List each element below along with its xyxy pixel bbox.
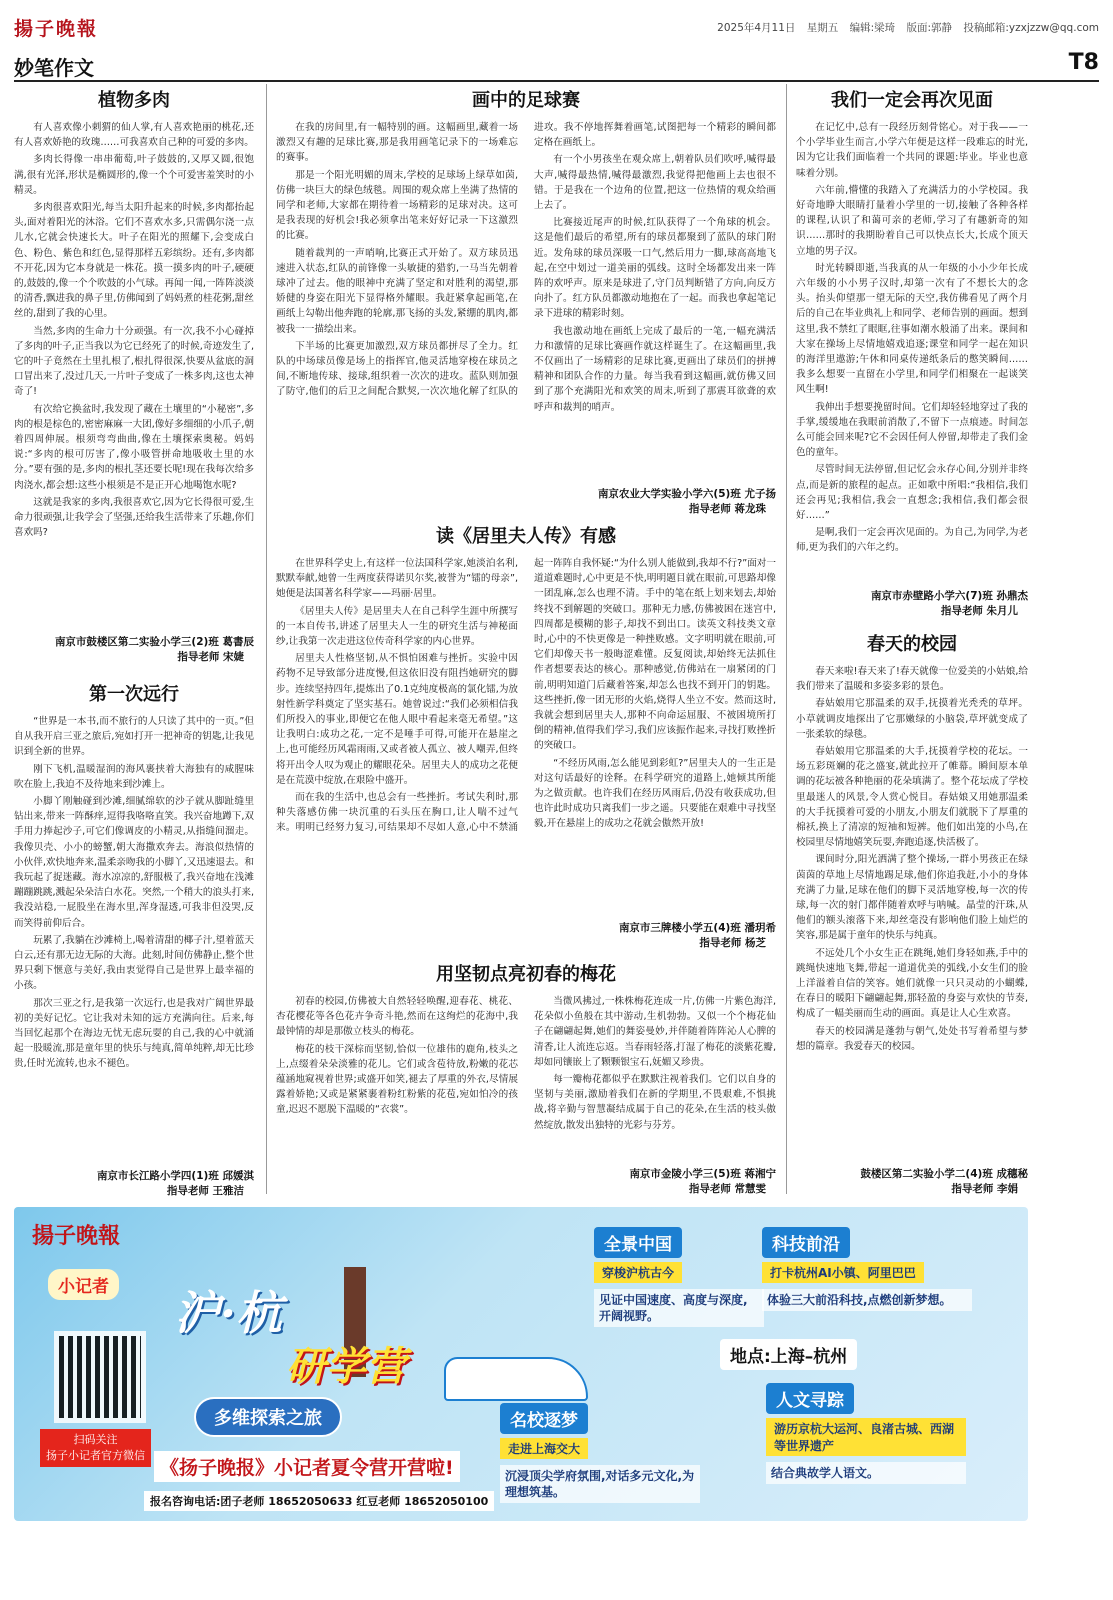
feature-sub: 穿梭沪杭古今: [594, 1262, 682, 1283]
paragraph: 小脚丫刚触碰到沙滩,细腻绵软的沙子就从脚趾缝里钻出来,带来一阵酥痒,逗得我咯咯直笑。我兴奋地蹲下,双手用力捧起沙子,可它们像调皮的小精灵,从指缝间溜走。我像贝壳、小小的螃蟹,朝大海撒欢奔去。海浪似热情的小伙伴,欢快地奔来,温柔亲吻我的小脚丫,又迅速退去。和我玩起了捉迷藏。海水凉凉的,舒服极了,我兴奋地在浅滩蹦蹦跳跳,溅起朵朵洁白水花。突然,一个稍大的浪头打来,我没站稳,一屁股坐在海水里,浑身湿透,可我非但没哭,反而笑得前仰后合。: [14, 796, 254, 929]
page-number: T8: [1068, 50, 1099, 75]
scan-caption: 扫码关注 扬子小记者官方微信: [40, 1429, 151, 1467]
ad-title: 沪·杭: [174, 1286, 283, 1340]
paragraph: 我也激动地在画纸上完成了最后的一笔,一幅充满活力和激情的足球比赛画作就这样诞生了。在这幅画里,我不仅画出了一场精彩的足球比赛,更画出了球员们的拼搏精神和团队合作的力量。每当我看到这幅画,就仿佛又回到了那个充满阳光和欢笑的周末,听到了那震耳欲聋的欢呼声和裁判的哨声。: [534, 325, 776, 413]
paragraph: “世界是一本书,而不旅行的人只读了其中的一页。”但自从我开启三亚之旅后,宛如打开一把神奇的钥匙,让我见识到全新的世界。: [14, 716, 254, 758]
qr-code-icon[interactable]: [54, 1331, 146, 1423]
article-curie: [276, 520, 776, 954]
paragraph: 居里夫人性格坚韧,从不惧怕困难与挫折。实验中因药物不足导致部分进度慢,但这依旧没有阻挡她研究的脚步。连续坚持四年,提炼出了0.1克纯度极高的氯化镭,为放射性新学科奠定了坚实基石。她曾说过:“我们必须相信我们所投入的事业,即便它在他人眼中看起来毫无希望。”这让我明白:成功之花,一定不是唾手可得,可能开在悬崖之上,也可能经历风霜雨雨,又或者被人孤立、被人嘲弄,但终将开出令人叹为观止的耀眼花朵。居里夫人的成功之花便是在荒漠中绽放,在艰险中盛开。: [276, 653, 519, 786]
paragraph: 下半场的比赛更加激烈,双方球员都拼尽了全力。红队的中场球员像是场上的指挥官,他灵活地穿梭在球员之间,不断地传球、接球,组织着一次次的进攻。蓝队则加强了防守,他们的后卫之间配合默契,一次次地化解了红队的进攻。我不停地挥舞着画笔,试图把每一个精彩的瞬间都定格在画纸上。: [276, 122, 776, 398]
editor: 编辑:梁琦: [849, 22, 896, 34]
article-succulent-byline: [14, 630, 254, 664]
paragraph: 时光转瞬即逝,当我真的从一年级的小小少年长成六年级的小小男子汉时,却第一次有了不想长大的念头。抬头仰望那一望无际的天空,我仿佛看见了两个月后的自己在毕业典礼上和同学、老师告别的画面。想到这里,我不禁红了眼眶,往事如潮水般涌了出来。课间和大家在操场上尽情地嬉戏追逐;课堂和同学一起在知识的海洋里遨游;午休和同桌传递纸条后的憋笑瞬间……我多么想要一直留在小学里,和同学们相聚在一起谈笑风生啊!: [796, 262, 1028, 396]
column-divider: [786, 84, 787, 1194]
paragraph: 是啊,我们一定会再次见面的。为自己,为同学,为老师,更为我们的六年之约。: [796, 527, 1028, 554]
school-byline: 南京市鼓楼区第二实验小学三(2)班 葛書辰: [54, 636, 254, 648]
feature-culture: [766, 1383, 966, 1484]
ad-title-camp: 研学营: [286, 1343, 406, 1390]
school-byline: 南京市金陵小学三(5)班 蒋湘宁: [629, 1168, 776, 1180]
article-body: [276, 120, 776, 492]
article-plum-byline: [530, 1162, 776, 1198]
teacher-byline: 指导老师 李娟: [951, 1183, 1018, 1195]
paragraph: 而在我的生活中,也总会有一些挫折。考试失利时,那种失落感仿佛一块沉重的石头压在胸口,让人喘不过气来。明明已经努力复习,可结果却不尽如人意,心中不禁涌起一阵阵自我怀疑:“为什么别人能做到,我却不行?”面对一道道难题时,心中更是不快,明明题目就在眼前,可思路却像一团乱麻,怎么也理不清。手中的笔在纸上划来划去,却始终找不到解题的突破口。那种无力感,仿佛被困在迷宫中,四周都是模糊的影子,却找不到出口。读英文科技类文章时,心中的不快更像是一种挫败感。文字明明就在眼前,可它们却像天书一般晦涩难懂。反复阅读,却始终无法抓住作者想要表达的核心。那种感觉,仿佛站在一扇紧闭的门前,明明知道门后藏着答案,却怎么也找不到开门的钥匙。这些挫折,像一团无形的火焰,烧得人坐立不安。然而这时,我就会想到居里夫人,那种不向命运屈服、不被困境所打倒的精神,值得我们学习,我们应该振作起来,寻找打败挫折的突破口。: [276, 558, 776, 834]
school-byline: 南京市赤壁路小学六(7)班 孙鼎杰: [870, 590, 1028, 602]
teacher-byline: 指导老师 王雅洁: [166, 1185, 244, 1197]
article-title: 春天的校园: [867, 634, 957, 655]
paragraph: 在我的房间里,有一幅特别的画。这幅画里,藏着一场激烈又有趣的足球比赛,那是我用画笔记录下的一场难忘的赛事。: [276, 122, 518, 164]
paragraph: 有人喜欢像小刺猬的仙人掌,有人喜欢艳丽的桃花,还有人喜欢娇艳的玫瑰……可我喜欢自己种的可爱的多肉。: [14, 122, 254, 149]
paragraph: 在记忆中,总有一段经历刻骨铭心。对于我——一个小学毕业生而言,小学六年便是这样一段难忘的时光,因为它让我们面临着一个共同的课题:毕业。毕业也意味着分别。: [796, 122, 1028, 179]
article-body: [276, 994, 776, 1190]
camp-open-banner: 《扬子晚报》小记者夏令营开营啦!: [154, 1451, 460, 1482]
page-header: [14, 8, 1099, 80]
feature-heading: 人文寻踪: [766, 1383, 854, 1414]
school-byline: 鼓楼区第二实验小学二(4)班 成穗秘: [860, 1168, 1028, 1180]
school-byline: 南京农业大学实验小学六(5)班 尤子扬: [597, 488, 776, 500]
article-curie-byline: [530, 916, 776, 952]
paragraph: 我伸出手想要挽留时间。它们却轻轻地穿过了我的手掌,缓缓地在我眼前消散了,不留下一点痕迹。时间怎么可能会回来呢?它不会因任何人停留,却带走了我们金色的童年。: [796, 401, 1028, 459]
teacher-byline: 指导老师 宋婕: [177, 651, 244, 663]
feature-sub: 游历京杭大运河、良渚古城、西湖等世界遗产: [766, 1418, 966, 1456]
paragraph: 春天来啦!春天来了!春天就像一位爱美的小姑娘,给我们带来了温暖和多姿多彩的景色。: [796, 666, 1028, 693]
contact-phones: 报名咨询电话:团子老师 18652050633 红豆老师 18652050100: [144, 1491, 494, 1511]
school-byline: 南京市三牌楼小学五(4)班 潘玥希: [618, 922, 776, 934]
article-meet-again: [796, 84, 1028, 620]
paragraph: 有一个小男孩坐在观众席上,朝着队员们吹呼,喊得最大声,喊得最热情,喊得最激烈,我觉得把他画上去也很不错。于是我在一个边角的位置,把这一位热情的观众给画上去了。: [534, 154, 776, 212]
article-title: 植物多肉: [98, 90, 170, 111]
location-label: 地点:上海–杭州: [720, 1339, 857, 1370]
masthead-logo: 揚子晚報: [14, 18, 99, 40]
ad-subtitle: 多维探索之旅: [194, 1397, 342, 1437]
feature-desc: 见证中国速度、高度与深度,开阔视野。: [594, 1289, 764, 1327]
kid-reporter-badge: 小记者: [48, 1269, 119, 1300]
paragraph: 刚下飞机,温暖湿润的海风裹挟着大海独有的咸腥味吹在脸上,我迫不及待地来到沙滩上。: [14, 763, 254, 790]
feature-sub: 打卡杭州AI小镇、阿里巴巴: [762, 1262, 924, 1283]
feature-desc: 体验三大前沿科技,点燃创新梦想。: [762, 1289, 972, 1311]
feature-desc: 结合典故学人语文。: [766, 1462, 966, 1484]
paragraph: 有次给它换盆时,我发现了藏在土壤里的“小秘密”,多肉的根是棕色的,密密麻麻一大团,像好多细细的小爪子,朝着四周伸展。根须弯弯曲曲,像在土壤探索奥秘。妈妈说:“多肉的根可厉害了,像小吸管拼命地吸收土里的水分。”要有强的是,多肉的根扎茎还要长呢!现在我每次给多肉浇水,都会想:这些小根须是不是正开心地喝饱水呢?: [14, 403, 254, 491]
paragraph: 在世界科学史上,有这样一位法国科学家,她淡泊名利,默默奉献,她曾一生两度获得诺贝尔奖,被誉为“镭的母亲”,她便是法国著名科学家——玛丽·居里。: [276, 558, 518, 600]
paragraph: “不经历风雨,怎么能见到彩虹?”居里夫人的一生正是对这句话最好的诠释。在科学研究的道路上,她倾其所能为之做贡献。也许我们在经历风雨后,仍没有收获成功,但也许此时成功只离我们一步之遥。只要能在艰难中寻找坚毅,开在悬崖上的成功之花就会傲然开放!: [534, 757, 776, 830]
paragraph: 课间时分,阳光洒满了整个操场,一群小男孩正在绿茵茵的草地上尽情地踢足球,他们你追我赶,小小的身体充满了力量,足球在他们的脚下灵活地穿梭,每一次的传球,每一次的射门都伴随着欢呼与呐喊。晶莹的汗珠,从他们的额头滚落下来,却丝毫没有影响他们脸上灿烂的笑容,那是属于童年的快乐与纯真。: [796, 854, 1028, 942]
paragraph: 当然,多肉的生命力十分顽强。有一次,我不小心碰掉了多肉的叶子,正当我以为它已经死了的时候,奇迹发生了,它的叶子竟然在土里扎根了,根扎得很深,快要从盆底的洞口冒出来了,没过几天,一片叶子变成了一株多肉,这也太神奇了!: [14, 325, 254, 398]
paragraph: 这就是我家的多肉,我很喜欢它,因为它长得很可爱,生命力很顽强,让我学会了坚强,还给我生活带来了乐趣,你们喜欢吗?: [14, 496, 254, 539]
article-spring-campus: [796, 628, 1028, 1198]
paragraph: 春姑娘用它那温柔的双手,抚摸着光秃秃的草坪。小草就调皮地探出了它那嫩绿的小脑袋,草坪就变成了一张柔软的绿毯。: [796, 698, 1028, 740]
article-title: 读《居里夫人传》有感: [436, 526, 616, 547]
header-rule: [14, 80, 1099, 82]
feature-heading: 全景中国: [594, 1227, 682, 1258]
paragraph: 春姑娘用它那温柔的大手,抚摸着学校的花坛。一场五彩斑斓的花之盛宴,就此拉开了帷幕。瞬间原本单调的花坛被各种艳丽的花朵填满了。整个花坛成了学校里最迷人的风景,令人赏心悦目。春姑娘又用她那温柔的大手抚摸着可爱的小朋友,小朋友们就脱下了厚重的棉袄,换上了清凉的短袖和短裤。他们如出笼的小鸟,在校园里尽情地嬉笑玩耍,奔跑追逐,快活极了。: [796, 746, 1028, 849]
article-title: 用坚韧点亮初春的梅花: [436, 964, 616, 985]
paragraph: 当微风拂过,一株株梅花连成一片,仿佛一片紫色海洋,花朵似小鱼般在其中游动,生机勃勃。又似一个个梅花仙子在翩翩起舞,她们的舞姿曼妙,并伴随着阵阵沁人心脾的清香,让人流连忘返。当春雨轻落,打湿了梅花的淡紫花瓣,却如同镶嵌上了颗颗银宝石,妩媚又珍贵。: [534, 996, 776, 1068]
article-succulent: [14, 84, 254, 664]
school-byline: 南京市长江路小学四(1)班 邱媛淇: [96, 1170, 254, 1182]
feature-school: [500, 1403, 700, 1503]
feature-tech: [762, 1227, 972, 1311]
layout-editor: 版面:郭静: [906, 22, 953, 34]
paragraph: 尽管时间无法停留,但记忆会永存心间,分别并非终点,而是新的旅程的起点。正如歌中所唱:“我相信,我们还会再见;我相信,我会一直想念;我相信,我们都会很好……”: [796, 464, 1028, 522]
summer-camp-advertisement: [14, 1207, 1028, 1521]
article-title: 画中的足球赛: [472, 90, 580, 111]
section-title: 妙笔作文: [14, 56, 94, 80]
article-football-byline: [530, 482, 776, 516]
train-icon: [444, 1357, 588, 1401]
dateline: [709, 20, 1099, 35]
article-title: 第一次远行: [89, 684, 179, 705]
paragraph: 比赛接近尾声的时候,红队获得了一个角球的机会。这是他们最后的希望,所有的球员都聚到了蓝队的球门附近。发角球的球员深吸一口气,然后用力一脚,球高高地飞起,在空中划过一道美丽的弧线。这时全场都发出来一阵阵的欢呼声。原来是球进了,守门员判断错了方向,向反方向扑了。红方队员都激动地抱在了一起。而我也拿起笔记录下进球的精彩时刻。: [534, 217, 776, 320]
paragraph: 那次三亚之行,是我第一次远行,也是我对广阔世界最初的美好记忆。它让我对未知的远方充满向往。后来,每当回忆起那个在海边无忧无虑玩耍的自己,我的心中就涌起一股暖流,那是童年里的快乐与纯真,简单纯粹,却无比珍贵,任时光流转,也永不褪色。: [14, 997, 254, 1070]
paragraph: 多肉长得像一串串葡萄,叶子鼓鼓的,又厚又圆,很饱满,很有光泽,形状是椭圆形的,像一个个可爱害羞笑时的小精灵。: [14, 154, 254, 196]
paragraph: 每一瓣梅花都似乎在默默注视着我们。它们以自身的坚韧与美丽,激励着我们在新的学期里,不畏艰难,不惧挑战,将辛勤与智慧凝结成属于自己的花朵,在生活的枝头傲然绽放,散发出独特的光彩与芬芳。: [534, 1074, 776, 1131]
feature-desc: 沉浸顶尖学府氛围,对话多元文化,为理想筑基。: [500, 1465, 700, 1503]
submission-email: 投稿邮箱:yzxjzzw@qq.com: [963, 22, 1099, 34]
article-meet-again-byline: [796, 584, 1028, 620]
paragraph: 不远处几个小女生正在跳绳,她们身轻如燕,手中的跳绳快速地飞舞,带起一道道优美的弧线,小女生们的脸上洋溢着自信的笑容。她们就像一只只灵动的小蝴蝶,在春日的暖阳下翩翩起舞,那轻盈的身姿与欢快的节奏,构成了一幅美丽而生动的画面。真是让人心生欢喜。: [796, 947, 1028, 1020]
article-football-painting: [276, 84, 776, 516]
feature-sub: 走进上海交大: [500, 1438, 588, 1459]
article-first-trip-byline: [14, 1164, 254, 1200]
article-title: 我们一定会再次见面: [831, 90, 993, 111]
teacher-byline: 指导老师 朱月儿: [940, 605, 1018, 617]
paragraph: 《居里夫人传》是居里夫人在自己科学生涯中所撰写的一本自传书,讲述了居里夫人一生的研究生活与神秘面纱,让我第一次走进这位传奇科学家的内心世界。: [276, 605, 518, 648]
article-body: [276, 556, 776, 930]
column-divider: [266, 84, 267, 1194]
paragraph: 初春的校园,仿佛被大自然轻轻唤醒,迎春花、桃花、杏花樱花等各色花卉争奇斗艳,然而在这绚烂的花海中,我最钟情的却是那傲立枝头的梅花。: [276, 996, 518, 1038]
feature-panorama: [594, 1227, 764, 1327]
issue-date: 2025年4月11日: [717, 22, 796, 34]
ad-brand-logo: 揚子晚報: [32, 1223, 121, 1249]
article-spring-byline: [796, 1162, 1028, 1198]
paragraph: 六年前,懵懂的我踏入了充满活力的小学校园。我好奇地睁大眼睛打量着小学里的一切,接触了各种各样的课程,认识了和蔼可亲的老师,学习了有趣新奇的知识……那时的我期盼着自己可以快点长大,长成个顶天立地的男子汉。: [796, 184, 1028, 257]
feature-heading: 名校逐梦: [500, 1403, 588, 1434]
feature-heading: 科技前沿: [762, 1227, 850, 1258]
paragraph: 多肉很喜欢阳光,每当太阳升起来的时候,多肉都抬起头,面对着阳光的沐浴。它们不喜欢水多,只需偶尔浇一点儿水,它就会快速长大。叶子在阳光的照耀下,会变成白色、粉色、紫色和红色,显得那样五彩缤纷。还有,多肉都不开花,因为它本身就是一株花。摸一摸多肉的叶子,硬硬的,鼓鼓的,像一个个吹鼓的小气球。再闻一闻,一阵阵淡淡的清香,飘进我的鼻子里,仿佛闻到了妈妈煮的桂花粥,甜丝丝的,甜到了我的心里。: [14, 202, 254, 320]
paragraph: 春天的校园满是蓬勃与朝气,处处书写着希望与梦想的篇章。我爱春天的校园。: [796, 1025, 1028, 1052]
paragraph: 随着裁判的一声哨响,比赛正式开始了。双方球员迅速进入状态,红队的前锋像一头敏捷的猎豹,一马当先朝着球冲了过去。他的眼神中充满了坚定和对胜利的渴望,那娇健的身姿在阳光下显得格外耀眼。我赶紧拿起画笔,在画纸上勾勒出他奔跑的轮廓,那飞扬的头发,紧绷的肌肉,都被我一一描绘出来。: [276, 247, 518, 335]
paragraph: 梅花的枝干深棕而坚韧,恰似一位雄伟的鹿角,枝头之上,点缀着朵朵淡雅的花儿。它们或含苞待放,粉嫩的花芯蕴涵地窥视着世界;或盛开如笑,褪去了厚重的外衣,尽情展露着娇艳;又或是紧紧裹着粉红粉紫的花苞,宛如怕冷的孩童,迟迟不愿脱下温暖的“衣裳”。: [276, 1043, 518, 1116]
article-first-trip: [14, 678, 254, 1128]
paragraph: 那是一个阳光明媚的周末,学校的足球场上绿草如茵,仿佛一块巨大的绿色绒毯。周围的观众席上坐满了热情的同学和老师,大家都在期待着一场精彩的足球对决。这可是我表现的好机会!我必须拿出笔来好好记录一下这激烈的比赛。: [276, 169, 518, 242]
teacher-byline: 指导老师 蒋龙珠: [688, 503, 766, 515]
weekday: 星期五: [806, 22, 839, 34]
teacher-byline: 指导老师 常慧雯: [688, 1183, 766, 1195]
teacher-byline: 指导老师 杨芝: [699, 937, 766, 949]
paragraph: 玩累了,我躺在沙滩椅上,喝着清甜的椰子汁,望着蓝天白云,还有那无边无际的大海。此刻,时间仿佛静止,整个世界只剩下惬意与美好,我由衷觉得自己是世界上最幸福的小孩。: [14, 934, 254, 992]
